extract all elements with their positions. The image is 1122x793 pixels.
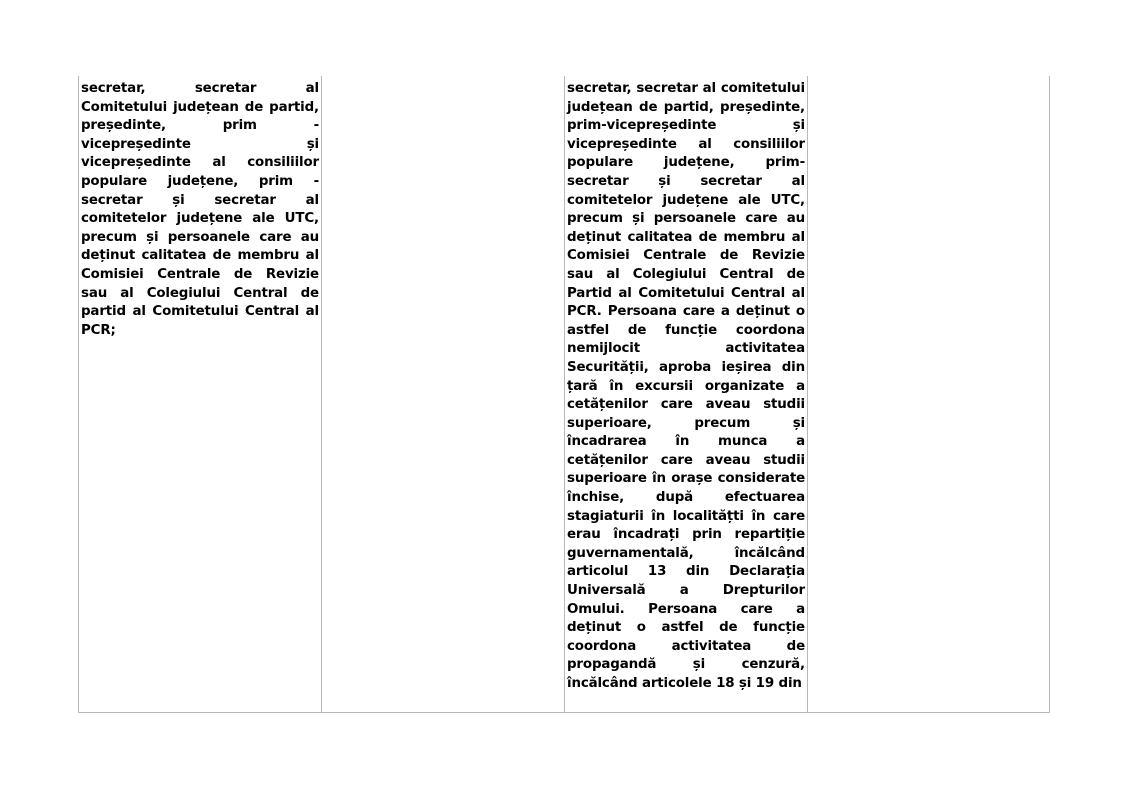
table-column-2: [322, 76, 565, 712]
cell-text-column-1: secretar, secretar al Comitetului județean de partid, președinte, prim - vicepreședinte și vicepreședinte al consiliilor populare județene, prim - secretar și secretar al comitetelor județene ale UTC, precum și persoanele care au deținut calitatea de membru al Comisiei Centrale de Revizie sau al Colegiului Central de partid al Comitetului Central al PCR;: [81, 81, 319, 338]
cell-text-column-3: secretar, secretar al comitetului județean de partid, președinte, prim-vicepreședinte și vicepreședinte al consiliilor populare județene, prim-secretar și secretar al comitetelor județene ale UTC, precum și persoanele care au deținut calitatea de membru al Comisiei Centrale de Revizie sau al Colegiului Central de Partid al Comitetului Central al PCR. Persoana care a deținut o astfel de funcție coordona nemijlocit activitatea Securității, aproba ieșirea din țară în excursii organizate a cetățenilor care aveau studii superioare, precum și încadrarea în munca a cetățenilor care aveau studii superioare în orașe considerate închise, după efectuarea stagiaturii în localitățti în care erau încadrați prin repartiție guvernamentală, încălcând articolul 13 din Declarația Universală a Drepturilor Omului. Persoana care a deținut o astfel de funcție coordona activitatea de propagandă și cenzură, încălcând articolele 18 și 19 din: [567, 81, 805, 691]
comparison-table: [78, 76, 1050, 713]
table-column-3: [565, 76, 808, 712]
table-column-4: [808, 76, 1050, 712]
table-column-1: [79, 76, 322, 712]
